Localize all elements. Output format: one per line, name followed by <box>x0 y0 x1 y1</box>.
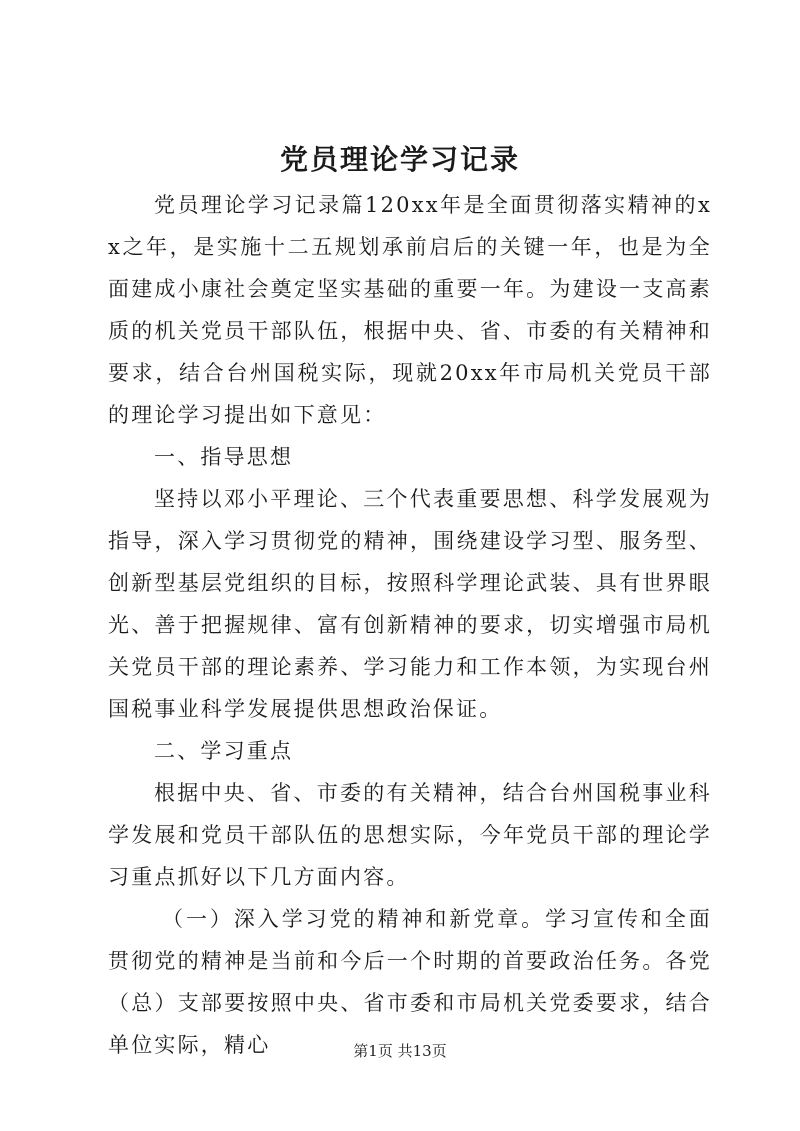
guiding-thought-paragraph: 坚持以邓小平理论、三个代表重要思想、科学发展观为指导，深入学习贯彻党的精神，围绕建设学习型、服务型、创新型基层党组织的目标，按照科学理论武装、具有世界眼光、善于把握规律、富有创新精神的要求，切实增强市局机关党员干部的理论素养、学习能力和工作本领，为实现台州国税事业科学发展提供思想政治保证。 <box>108 487 712 721</box>
study-focus-paragraph: 根据中央、省、市委的有关精神，结合台州国税事业科学发展和党员干部队伍的思想实际，今年党员干部的理论学习重点抓好以下几方面内容。 <box>108 781 712 889</box>
document-body <box>108 184 712 1066</box>
section-heading-study-focus: 二、学习重点 <box>154 739 294 763</box>
intro-paragraph: 党员理论学习记录篇120xx年是全面贯彻落实精神的xx之年，是实施十二五规划承前启后的关键一年，也是为全面建成小康社会奠定坚实基础的重要一年。为建设一支高素质的机关党员干部队伍，根据中央、省、市委的有关精神和要求，结合台州国税实际，现就20xx年市局机关党员干部的理论学习提出如下意见： <box>108 193 712 427</box>
document-title: 党员理论学习记录 <box>279 143 520 176</box>
page-footer: 第1页 共13页 <box>353 1042 447 1060</box>
section-heading-guiding-thought: 一、指导思想 <box>154 445 294 469</box>
subsection-paragraph-1: （一）深入学习党的精神和新党章。学习宣传和全面贯彻党的精神是当前和今后一个时期的首要政治任务。各党（总）支部要按照中央、省市委和市局机关党委要求，结合单位实际，精心 <box>108 907 712 1057</box>
